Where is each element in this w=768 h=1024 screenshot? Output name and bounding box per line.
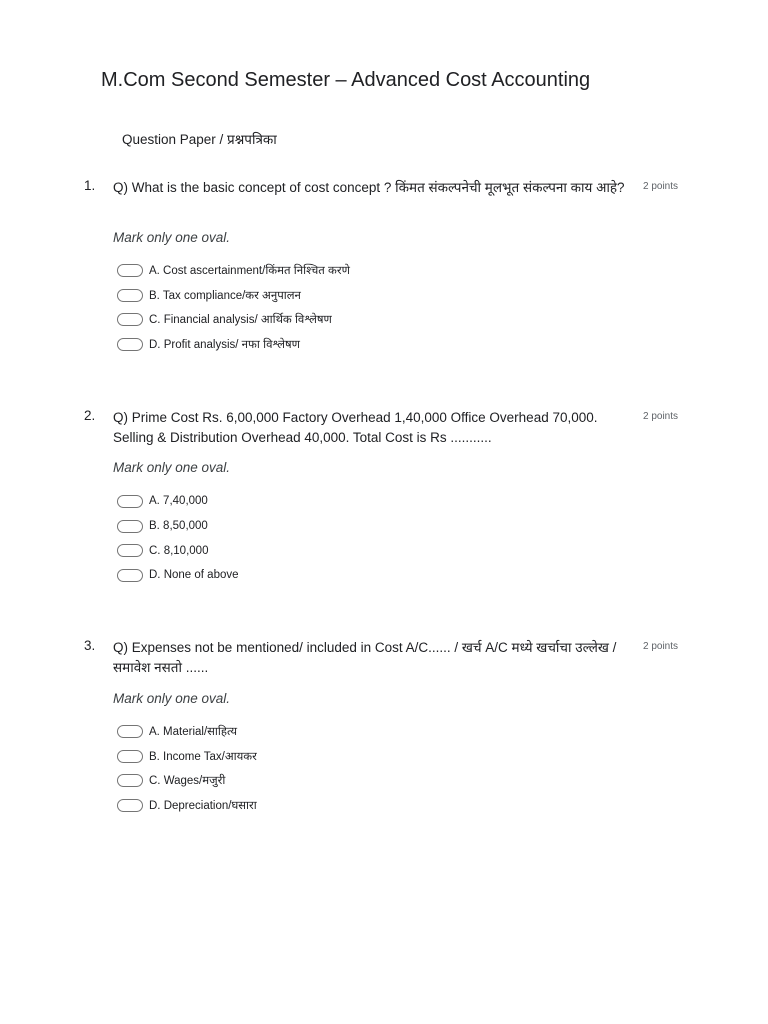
option-label: B. Income Tax/आयकर bbox=[149, 750, 257, 763]
option-label: C. Wages/मजुरी bbox=[149, 775, 226, 788]
radio-oval[interactable] bbox=[117, 495, 143, 508]
option-list bbox=[117, 489, 239, 588]
option-a[interactable] bbox=[117, 258, 350, 283]
question-text: Q) Prime Cost Rs. 6,00,000 Factory Overhead 1,40,000 Office Overhead 70,000. Selling & Distribution Overhead 40,000. Total Cost is Rs ........... bbox=[113, 410, 598, 445]
question-points: 2 points bbox=[643, 411, 679, 422]
radio-oval[interactable] bbox=[117, 264, 143, 277]
option-label: C. Financial analysis/ आर्थिक विश्लेषण bbox=[149, 314, 332, 327]
radio-oval[interactable] bbox=[117, 750, 143, 763]
option-b[interactable] bbox=[117, 283, 350, 308]
option-label: B. Tax compliance/कर अनुपालन bbox=[149, 289, 301, 302]
question-instruction: Mark only one oval. bbox=[113, 460, 231, 475]
option-label: D. Profit analysis/ नफा विश्लेषण bbox=[149, 338, 300, 351]
radio-oval[interactable] bbox=[117, 799, 143, 812]
option-a[interactable] bbox=[117, 489, 239, 514]
question-points: 2 points bbox=[643, 181, 679, 192]
option-label: D. Depreciation/घसारा bbox=[149, 799, 257, 812]
option-c[interactable] bbox=[117, 768, 257, 793]
option-c[interactable] bbox=[117, 538, 239, 563]
option-label: B. 8,50,000 bbox=[149, 520, 208, 533]
question-number: 1. bbox=[84, 178, 96, 193]
question-text: Q) What is the basic concept of cost concept ? किंमत संकल्पनेची मूलभूत संकल्पना काय आहे? bbox=[113, 180, 625, 195]
radio-oval[interactable] bbox=[117, 289, 143, 302]
option-d[interactable] bbox=[117, 793, 257, 818]
option-a[interactable] bbox=[117, 719, 257, 744]
option-b[interactable] bbox=[117, 744, 257, 769]
question-instruction: Mark only one oval. bbox=[113, 691, 231, 706]
radio-oval[interactable] bbox=[117, 544, 143, 557]
radio-oval[interactable] bbox=[117, 313, 143, 326]
option-list bbox=[117, 258, 350, 357]
question-instruction: Mark only one oval. bbox=[113, 230, 231, 245]
radio-oval[interactable] bbox=[117, 569, 143, 582]
page-title: M.Com Second Semester – Advanced Cost Accounting bbox=[101, 69, 591, 91]
option-list bbox=[117, 719, 257, 818]
radio-oval[interactable] bbox=[117, 725, 143, 738]
option-d[interactable] bbox=[117, 563, 239, 588]
option-label: D. None of above bbox=[149, 569, 239, 582]
question-points: 2 points bbox=[643, 641, 679, 652]
option-label: A. Cost ascertainment/किंमत निश्चित करणे bbox=[149, 264, 350, 277]
option-d[interactable] bbox=[117, 332, 350, 357]
section-title: Question Paper / प्रश्नपत्रिका bbox=[122, 132, 277, 147]
radio-oval[interactable] bbox=[117, 520, 143, 533]
option-c[interactable] bbox=[117, 307, 350, 332]
option-b[interactable] bbox=[117, 514, 239, 539]
radio-oval[interactable] bbox=[117, 774, 143, 787]
option-label: A. Material/साहित्य bbox=[149, 725, 237, 738]
question-text: Q) Expenses not be mentioned/ included in Cost A/C...... / खर्च A/C मध्ये खर्चाचा उल्लेख / समावेश नसतो ...... bbox=[113, 640, 617, 675]
radio-oval[interactable] bbox=[117, 338, 143, 351]
question-number: 3. bbox=[84, 638, 96, 653]
question-number: 2. bbox=[84, 408, 96, 423]
option-label: A. 7,40,000 bbox=[149, 495, 208, 508]
option-label: C. 8,10,000 bbox=[149, 544, 209, 557]
